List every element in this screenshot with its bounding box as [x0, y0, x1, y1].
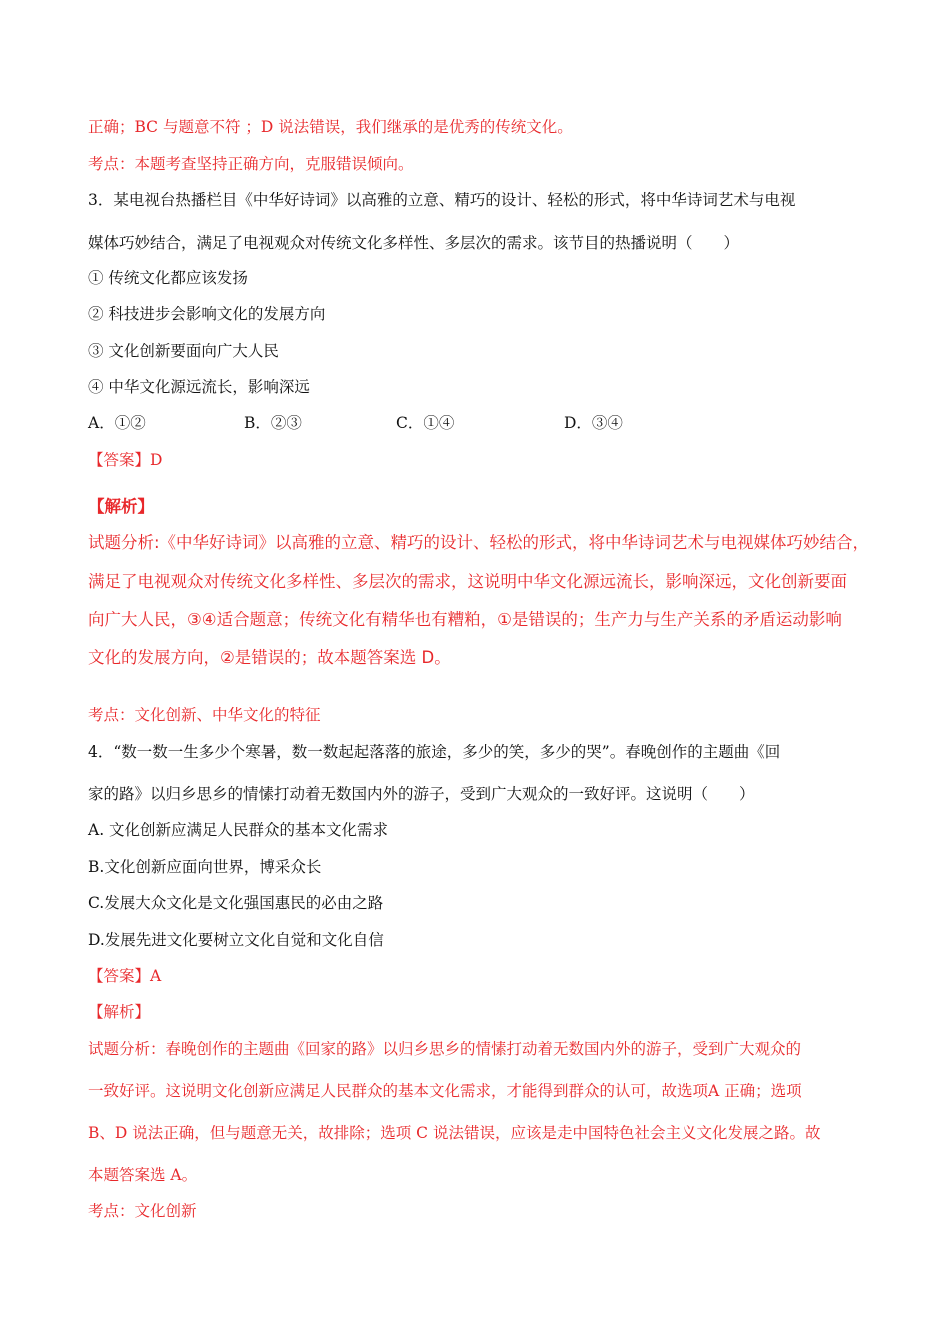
q4-analysis-line-2: 一致好评。这说明文化创新应满足人民群众的基本文化需求，才能得到群众的认可，故选项A 正确；选项 [88, 1082, 802, 1100]
q3-option-b: B．②③ [244, 414, 302, 432]
q4-jiexi-label: 【解析】 [88, 1003, 151, 1021]
q3-option-a: A．①② [88, 414, 146, 432]
q3-option-c: C．①④ [396, 414, 455, 432]
q3-stem-line-1: 3．某电视台热播栏目《中华好诗词》以高雅的立意、精巧的设计、轻松的形式，将中华诗词艺术与电视 [88, 191, 796, 209]
q3-jiexi-label: 【解析】 [88, 497, 154, 516]
q4-stem-line-1: 4．“数一数一生多少个寒暑，数一数起起落落的旅途，多少的笑，多少的哭”。春晚创作的主题曲《回 [88, 743, 781, 761]
q3-item-2: ② 科技进步会影响文化的发展方向 [88, 305, 326, 323]
q3-analysis-line-3: 向广大人民，③④适合题意；传统文化有精华也有糟粕，①是错误的；生产力与生产关系的矛盾运动影响 [88, 610, 842, 629]
q3-stem-line-2: 媒体巧妙结合，满足了电视观众对传统文化多样性、多层次的需求。该节目的热播说明（ ） [88, 234, 740, 252]
q3-item-4: ④ 中华文化源远流长，影响深远 [88, 378, 310, 396]
q4-analysis-line-3: B、D 说法正确，但与题意无关，故排除；选项 C 说法错误，应该是走中国特色社会主义文化发展之路。故 [88, 1124, 821, 1142]
q3-answer: 【答案】D [88, 451, 163, 469]
q2-kaodian: 考点：本题考查坚持正确方向，克服错误倾向。 [88, 155, 414, 173]
q3-item-1: ① 传统文化都应该发扬 [88, 269, 248, 287]
q4-option-a: A. 文化创新应满足人民群众的基本文化需求 [88, 821, 389, 839]
q4-analysis-line-4: 本题答案选 A。 [88, 1166, 198, 1184]
q3-option-d: D．③④ [564, 414, 623, 432]
q3-item-3: ③ 文化创新要面向广大人民 [88, 342, 279, 360]
q4-answer: 【答案】A [88, 967, 162, 985]
q4-stem-line-2: 家的路》以归乡思乡的情愫打动着无数国内外的游子，受到广大观众的一致好评。这说明（ ） [88, 785, 755, 803]
q4-analysis-line-1: 试题分析：春晚创作的主题曲《回家的路》以归乡思乡的情愫打动着无数国内外的游子，受到广大观众的 [88, 1040, 802, 1058]
q3-analysis-line-1: 试题分析:《中华好诗词》以高雅的立意、精巧的设计、轻松的形式，将中华诗词艺术与电视媒体巧妙结合， [88, 533, 870, 552]
q4-option-d: D.发展先进文化要树立文化自觉和文化自信 [88, 931, 384, 949]
q2-analysis-tail: 正确；BC 与题意不符 ；D 说法错误，我们继承的是优秀的传统文化。 [88, 118, 573, 136]
q4-kaodian: 考点：文化创新 [88, 1202, 197, 1220]
q4-option-c: C.发展大众文化是文化强国惠民的必由之路 [88, 894, 384, 912]
q3-analysis-line-4: 文化的发展方向，②是错误的；故本题答案选 D。 [88, 648, 451, 667]
q3-kaodian: 考点：文化创新、中华文化的特征 [88, 706, 321, 724]
q4-option-b: B.文化创新应面向世界，博采众长 [88, 858, 322, 876]
q3-analysis-line-2: 满足了电视观众对传统文化多样性、多层次的需求，这说明中华文化源远流长，影响深远，文化创新要面 [88, 572, 847, 591]
